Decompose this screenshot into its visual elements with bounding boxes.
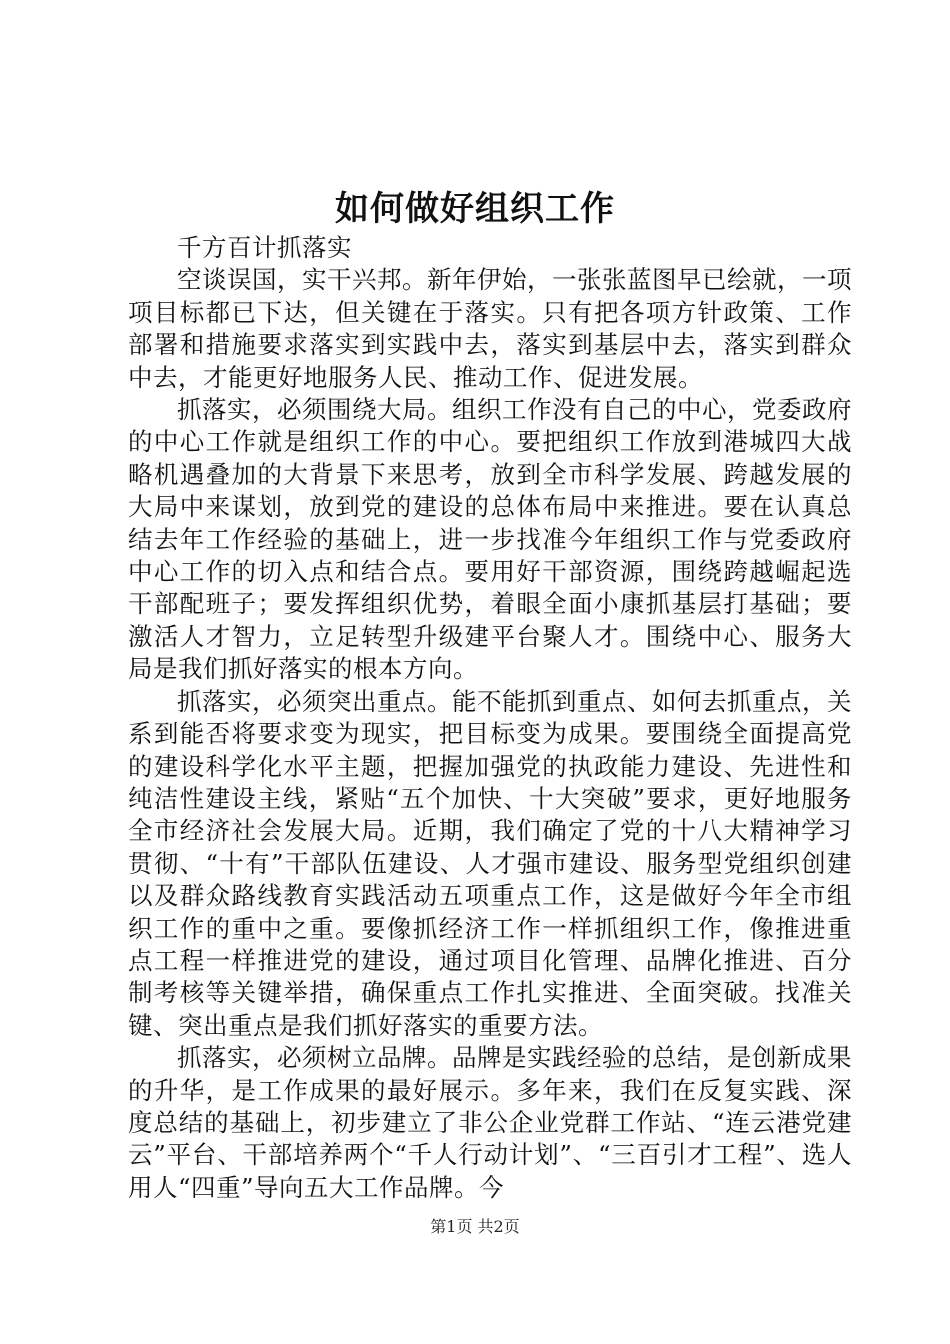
body-paragraph: 空谈误国，实干兴邦。新年伊始，一张张蓝图早已绘就，一项项目标都已下达，但关键在于落实。只有把各项方针政策、工作部署和措施要求落实到实践中去，落实到基层中去，落实到群众中去，才能更好地服务人民、推动工作、促进发展。 xyxy=(128,265,852,392)
document-title: 如何做好组织工作 xyxy=(335,189,615,229)
document-body xyxy=(128,232,852,1204)
page-number-footer: 第1页 共2页 xyxy=(430,1217,520,1236)
body-paragraph: 抓落实，必须突出重点。能不能抓到重点、如何去抓重点，关系到能否将要求变为现实，把目标变为成果。要围绕全面提高党的建设科学化水平主题，把握加强党的执政能力建设、先进性和纯洁性建设主线，紧贴“五个加快、十大突破”要求，更好地服务全市经济社会发展大局。近期，我们确定了党的十八大精神学习贯彻、“十有”干部队伍建设、人才强市建设、服务型党组织创建以及群众路线教育实践活动五项重点工作，这是做好今年全市组织工作的重中之重。要像抓经济工作一样抓组织工作，像推进重点工程一样推进党的建设，通过项目化管理、品牌化推进、百分制考核等关键举措，确保重点工作扎实推进、全面突破。找准关键、突出重点是我们抓好落实的重要方法。 xyxy=(128,686,852,1040)
subtitle-paragraph: 千方百计抓落实 xyxy=(177,233,352,262)
body-paragraph: 抓落实，必须树立品牌。品牌是实践经验的总结，是创新成果的升华，是工作成果的最好展示。多年来，我们在反复实践、深度总结的基础上，初步建立了非公企业党群工作站、“连云港党建云”平台、干部培养两个“千人行动计划”、“三百引才工程”、选人用人“四重”导向五大工作品牌。今 xyxy=(128,1043,852,1202)
body-paragraph: 抓落实，必须围绕大局。组织工作没有自己的中心，党委政府的中心工作就是组织工作的中心。要把组织工作放到港城四大战略机遇叠加的大背景下来思考，放到全市科学发展、跨越发展的大局中来谋划，放到党的建设的总体布局中来推进。要在认真总结去年工作经验的基础上，进一步找准今年组织工作与党委政府中心工作的切入点和结合点。要用好干部资源，围绕跨越崛起选干部配班子；要发挥组织优势，着眼全面小康抓基层打基础；要激活人才智力，立足转型升级建平台聚人才。围绕中心、服务大局是我们抓好落实的根本方向。 xyxy=(128,395,852,684)
